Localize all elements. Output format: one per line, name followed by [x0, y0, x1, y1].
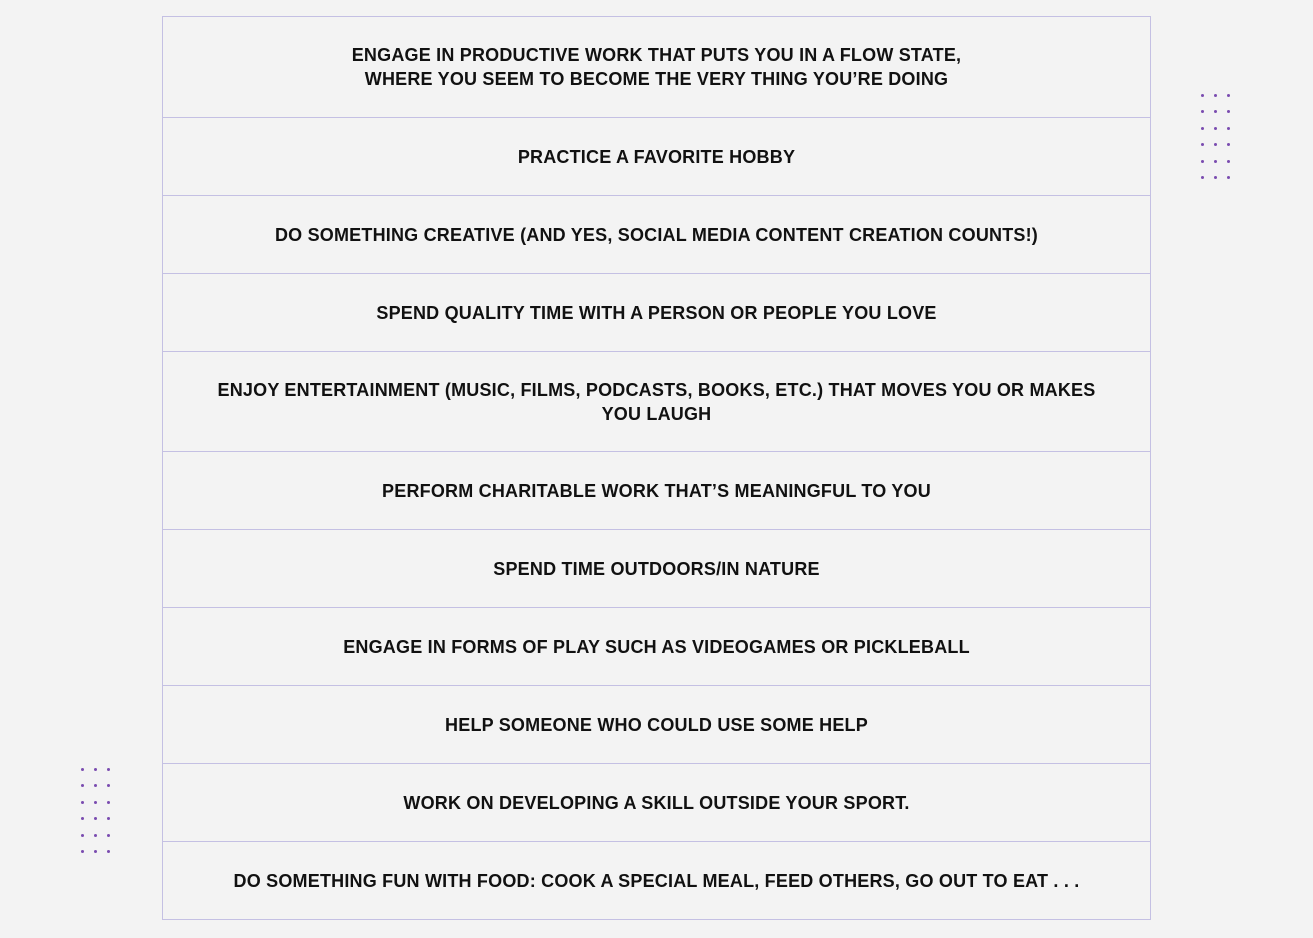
list-item-text: WORK ON DEVELOPING A SKILL OUTSIDE YOUR SPORT. — [403, 792, 910, 813]
list-item-text: ENGAGE IN FORMS OF PLAY SUCH AS VIDEOGAMES OR PICKLEBALL — [343, 636, 970, 657]
list-item-line: WHERE YOU SEEM TO BECOME THE VERY THING YOU’RE DOING — [364, 69, 949, 89]
list-item-text: DO SOMETHING CREATIVE (AND YES, SOCIAL MEDIA CONTENT CREATION COUNTS!) — [274, 224, 1039, 245]
list-item-text: PRACTICE A FAVORITE HOBBY — [517, 146, 796, 167]
list-item — [163, 351, 1150, 451]
list-item-line: ENJOY ENTERTAINMENT (MUSIC, FILMS, PODCASTS, BOOKS, ETC.) THAT MOVES YOU OR MAKES — [217, 379, 1096, 400]
list-item-text: PERFORM CHARITABLE WORK THAT’S MEANINGFUL TO YOU — [382, 480, 931, 501]
list-item-text — [218, 378, 1096, 426]
list-item-text — [352, 43, 962, 91]
list-item — [163, 763, 1150, 841]
activity-list — [162, 16, 1151, 920]
list-item — [163, 273, 1150, 351]
list-item — [163, 607, 1150, 685]
list-item-text: DO SOMETHING FUN WITH FOOD: COOK A SPECIAL MEAL, FEED OTHERS, GO OUT TO EAT . . . — [233, 870, 1080, 891]
list-item-text: SPEND QUALITY TIME WITH A PERSON OR PEOPLE YOU LOVE — [376, 302, 937, 323]
list-item — [163, 529, 1150, 607]
list-item — [163, 451, 1150, 529]
list-item-text: HELP SOMEONE WHO COULD USE SOME HELP — [445, 714, 868, 735]
list-item-line: ENGAGE IN PRODUCTIVE WORK THAT PUTS YOU IN A FLOW STATE, — [351, 45, 962, 65]
list-item — [163, 841, 1150, 919]
decorative-dot-grid-bottom-left — [81, 768, 110, 853]
list-item — [163, 685, 1150, 763]
decorative-dot-grid-top-right — [1201, 94, 1230, 179]
list-item — [163, 17, 1150, 117]
list-item — [163, 117, 1150, 195]
list-item-text: SPEND TIME OUTDOORS/IN NATURE — [493, 558, 820, 579]
list-item — [163, 195, 1150, 273]
list-item-line: YOU LAUGH — [601, 403, 712, 424]
